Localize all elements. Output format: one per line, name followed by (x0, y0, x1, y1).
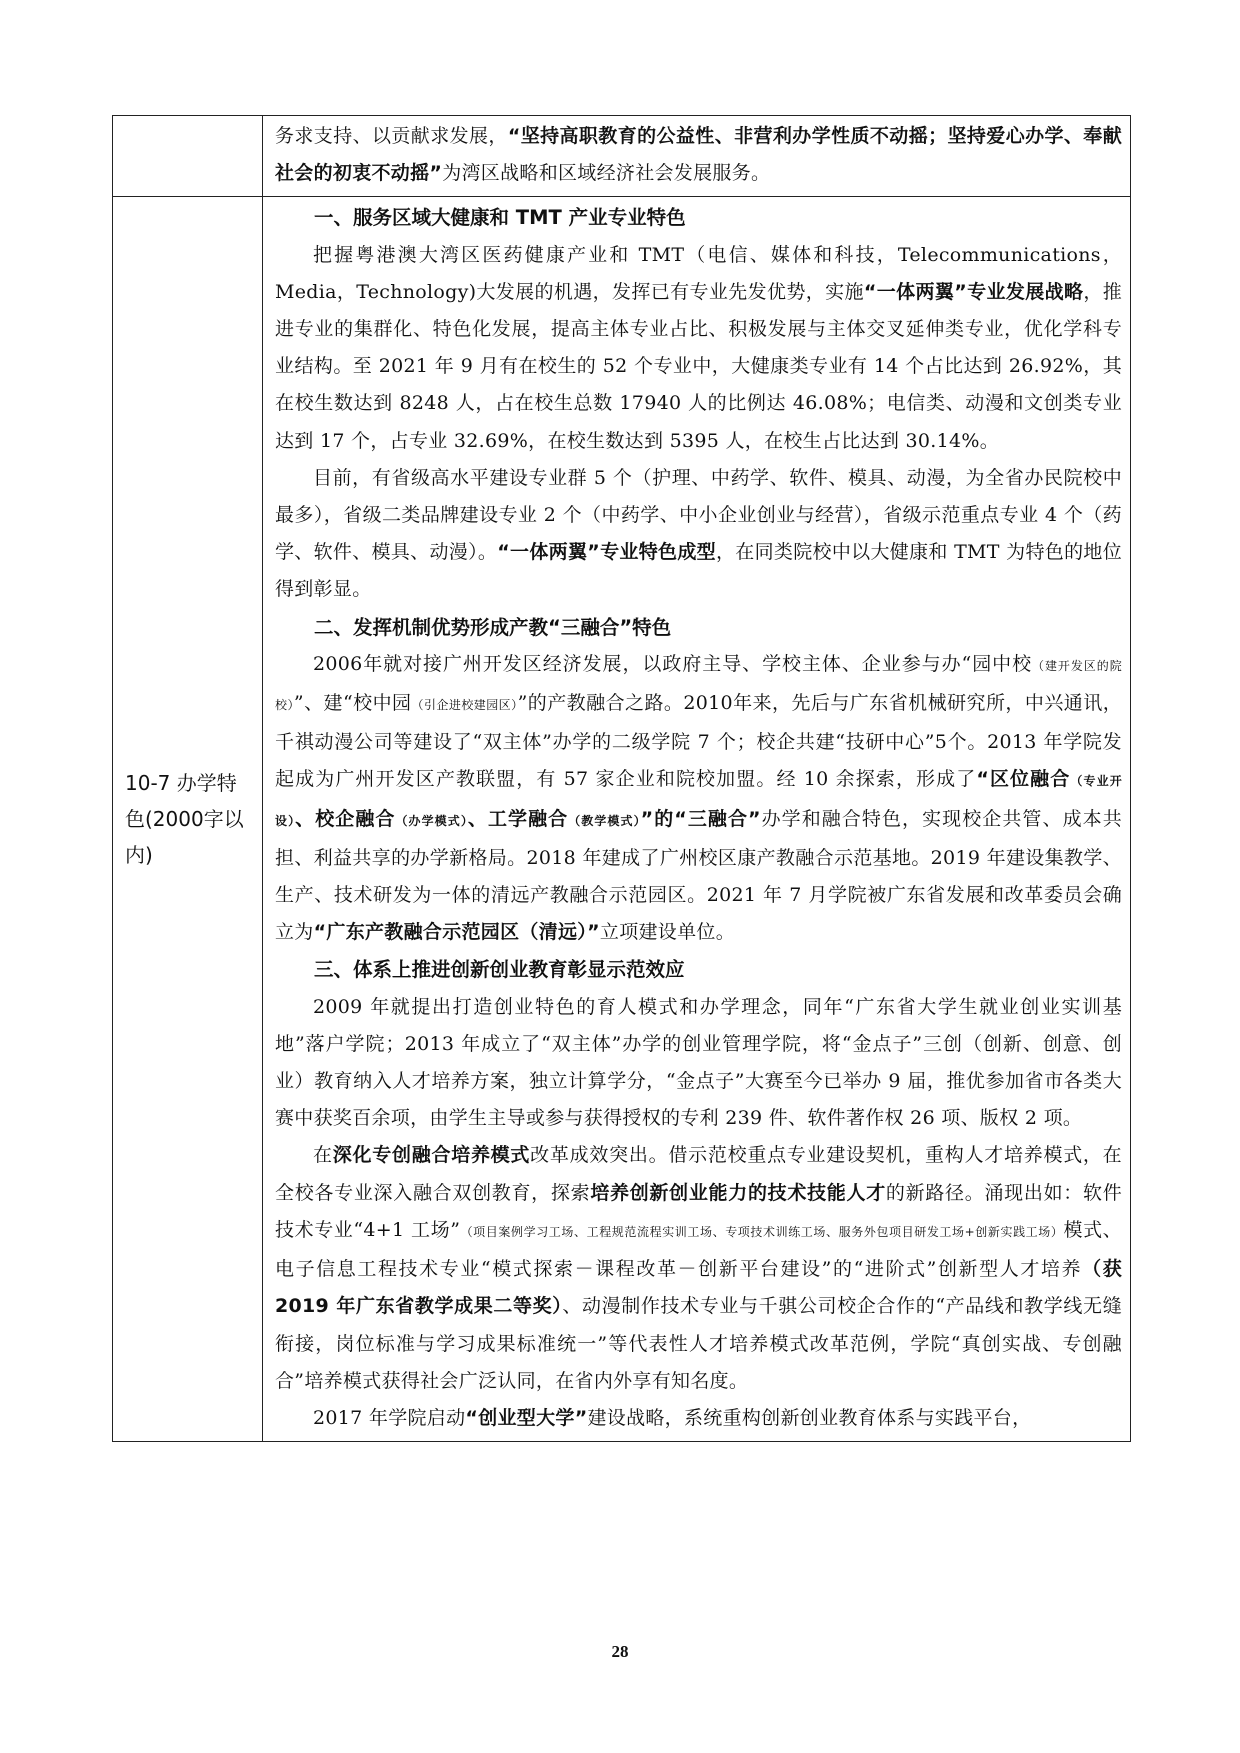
table-row-continued (113, 116, 1131, 197)
application-form-table (112, 115, 1131, 1442)
content-cell-continued (263, 116, 1131, 197)
paragraph-1: 把握粤港澳大湾区医药健康产业和 TMT（电信、媒体和科技，Telecommunications，Media，Technology)大发展的机遇，发挥已有专业先发优势，实施“一体两翼”专业发展战略，推进专业的集群化、特色化发展，提高主体专业占比、积极发展与主体交叉延伸类专业，优化学科专业结构。至 2021 年 9 月有在校生的 52 个专业中，大健康类专业有 14 个占比达到 26.92%，其在校生数达到 8248 人，占在校生总数 17940 人的比例达 46.08%；电信类、动漫和文创类专业达到 17 个，占专业 32.69%，在校生数达到 5395 人，在校生占比达到 30.14%。 (275, 243, 1123, 452)
paragraph-4: 2009 年就提出打造创业特色的育人模式和办学理念，同年“广东省大学生就业创业实训基地”落户学院；2013 年成立了“双主体”办学的创业管理学院，将“金点子”三创（创新、创意、创业）教育纳入人才培养方案，独立计算学分，“金点子”大赛至今已举办 9 届，推优参加省市各类大赛中获奖百余项，由学生主导或参与获得授权的专利 239 件、软件著作权 26 项、版权 2 项。 (275, 995, 1122, 1130)
section-heading-1: 一、服务区域大健康和 TMT 产业专业特色 (314, 206, 686, 230)
table-row-school-features (113, 197, 1131, 1442)
paragraph-2: 目前，有省级高水平建设专业群 5 个（护理、中药学、软件、模具、动漫，为全省办民院校中最多），省级二类品牌建设专业 2 个（中药学、中小企业创业与经营），省级示范重点专业 4 个（药学、软件、模具、动漫）。“一体两翼”专业特色成型，在同类院校中以大健康和 TMT 为特色的地位得到彰显。 (275, 466, 1122, 601)
section-heading-2: 二、发挥机制优势形成产教“三融合”特色 (314, 615, 672, 639)
paragraph-5: 在深化专创融合培养模式改革成效突出。借示范校重点专业建设契机，重构人才培养模式，在全校各专业深入融合双创教育，探索培养创新创业能力的技术技能人才的新路径。涌现出如：软件技术专业“4+1 工场”（项目案例学习工场、工程规范流程实训工场、专项技术训练工场、服务外包项目研发工场+创新实践工场）模式、电子信息工程技术专业“模式探索－课程改革－创新平台建设”的“进阶式”创新型人才培养（获 2019 年广东省教学成果二等奖）、动漫制作技术专业与千骐公司校企合作的“产品线和教学线无缝衔接，岗位标准与学习成果标准统一”等代表性人才培养模式改革范例，学院“真创实战、专创融合”培养模式获得社会广泛认同，在省内外享有知名度。 (275, 1144, 1123, 1392)
section-heading-3: 三、体系上推进创新创业教育彰显示范效应 (314, 958, 685, 982)
row-label-school-features (113, 197, 263, 1442)
content-cell-school-features (263, 197, 1131, 1442)
paragraph-continued: 务求支持、以贡献求发展，“坚持高职教育的公益性、非营利办学性质不动摇；坚持爱心办学、奉献社会的初衷不动摇”为湾区战略和区域经济社会发展服务。 (275, 125, 1122, 185)
page-number: 28 (611, 1642, 629, 1661)
row-label-empty (113, 116, 263, 197)
paragraph-3: 2006年就对接广州开发区经济发展，以政府主导、学校主体、企业参与办“园中校（建开发区的院校）”、建“校中园（引企进校建园区）”的产教融合之路。2010年来，先后与广东省机械研究所，中兴通讯，千祺动漫公司等建设了“双主体”办学的二级学院 7 个；校企共建“技研中心”5个。2013 年学院发起成为广州开发区产教联盟，有 57 家企业和院校加盟。经 10 余探索，形成了“区位融合（专业开设）、校企融合（办学模式）、工学融合（教学模式）”的“三融合”办学和融合特色，实现校企共管、成本共担、利益共享的办学新格局。2018 年建成了广州校区康产教融合示范基地。2019 年建设集教学、生产、技术研发为一体的清远产教融合示范园区。2021 年 7 月学院被广东省发展和改革委员会确立为“广东产教融合示范园区（清远）”立项建设单位。 (275, 652, 1123, 944)
label-text: 10-7 办学特色(2000字以内) (125, 771, 244, 868)
paragraph-6: 2017 年学院启动“创业型大学”建设战略，系统重构创新创业教育体系与实践平台， (313, 1406, 1032, 1429)
